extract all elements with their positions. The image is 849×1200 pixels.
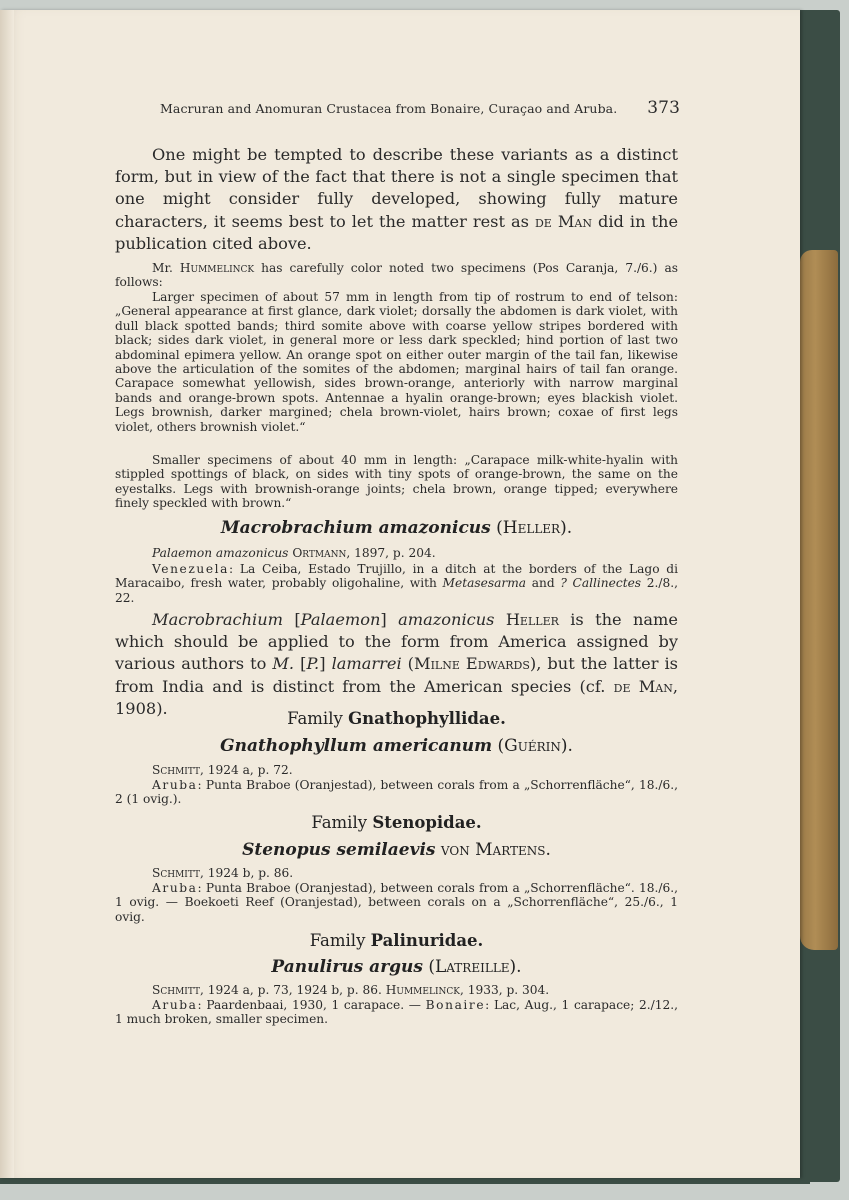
family-name: Palinuridae. [370,931,484,950]
cover-stain [800,250,838,950]
page-gutter [0,10,14,1178]
para1-text-a: One might be tempted to describe these variants as a distinct form, but in view of the fact that there is not a single specimen that one might consider fully developed, showing fully mature characters, it seems best to let the matter rest as [115,145,678,231]
species-author: von Martens. [440,840,551,860]
locality-text: : Punta Braboe (Oranjestad), between corals from a „Schorrenfläche“, 18./6., 2 (1 ovig.). [115,778,678,807]
locality-name: Aruba [152,778,198,792]
species-heading-macrobrachium [115,518,678,538]
family-prefix: Family [287,709,349,728]
disc-16: ), but the latter is from India and is distinct from the American species (cf. [115,654,678,696]
disc-7: Heller [505,610,559,629]
species-name: Stenopus semilaevis [242,840,436,860]
species-author: (Heller). [496,518,573,538]
disc-13: lamarrei [331,654,402,674]
ref-rest-a: , 1924 a, p. 73, 1924 b, p. 86. [200,983,386,997]
ref-rest: , 1924 b, p. 86. [200,866,294,880]
locality-venezuela [115,562,678,605]
disc-17: de Man [613,676,673,696]
ref-author-2: Hummelinck [385,983,460,997]
ref-rest: , 1924 a, p. 72. [200,763,293,777]
species-heading-panulirus [115,957,678,977]
paragraph-smaller-specimen: Smaller specimens of about 40 mm in length: „Carapace milk-white-hyalin with stippled spottings of black, on sides with tiny spots of orange-brown, the same on the eyestalks. Legs with brownish-orange joints; chela brown, orange tipped; everywhere finely speckled with brown.“ [115,453,678,511]
locality-text-b: : Lac, Aug., 1 carapace; 2./12., 1 much broken, smaller specimen. [115,998,678,1027]
ref-author: Schmitt [152,983,201,997]
locality-aruba-stenopus [115,881,678,924]
species-name: Macrobrachium amazonicus [220,518,491,538]
family-prefix: Family [311,813,373,832]
para2-text-c: has carefully color noted two specimens (Pos Caranja, 7./6.) as follows: [115,261,678,290]
disc-6 [494,610,505,629]
locality-and: and [526,576,561,591]
disc-12: ] [319,654,332,674]
locality-name: Aruba [152,998,198,1012]
disc-18: , 1908). [115,676,678,718]
disc-11: P. [306,654,320,674]
species-name: Panulirus argus [271,957,423,977]
paragraph-variants [115,144,678,255]
page-number: 373 [647,98,680,118]
ref-author: Ortmann [292,546,347,560]
locality-name: Venezuela [152,562,230,576]
locality-text: : Punta Braboe (Oranjestad), between corals from a „Schorrenfläche“. 18./6., 1 ovig. — Boekoeti Reef (Oranjestad), between corals on a „Schorrenfläche“, 25./6., 1 ovig. [115,881,678,924]
family-heading-stenopidae [115,813,678,832]
locality-text-a: : La Ceiba, Estado Trujillo, in a ditch at the borders of the Lago di Maracaibo, fresh water, probably oligohaline, with [115,562,678,591]
family-heading-palinuridae [115,931,678,950]
ref-rest-b: , 1933, p. 304. [459,983,550,997]
disc-8: is the name which should be applied to the form from America assigned by various authors to [115,610,678,674]
para1-text-c: did in the publication cited above. [115,211,679,253]
locality-aruba-bonaire-panulirus [115,998,678,1027]
locality-italic-1: Metasesarma [442,576,527,591]
running-head [160,98,680,118]
locality-italic-2: ? Callinectes [560,576,642,591]
reference-panulirus [115,983,678,997]
para1-author: de Man [534,211,592,231]
reference-gnathophyllum [115,763,678,777]
disc-3: Palaemon [300,610,381,629]
para2-author: Hummelinck [179,261,255,275]
ref-author: Schmitt [152,866,201,880]
ref-name: Palaemon amazonicus [152,546,289,560]
paragraph-larger-specimen: Larger specimen of about 57 mm in length from tip of rostrum to end of telson: „General appearance at first glance, dark violet; dorsally the abdomen is dark violet, with dull black spotted bands; third somite above with coarse yellow stripes bordered with black; sides dark violet, in general more or less dark speckled; hind portion of last two abdominal epimera yellow. An orange spot on either outer margin of the tail fan, likewise above the articulation of the somites of the abdomen; marginal hairs of tail fan orange. Carapace somewhat yellowish, sides brown-orange, anteriorly with narrow marginal bands and orange-brown spots. Antennae a hyalin orange-brown; eyes blackish violet. Legs brownish, darker margined; chela brown-violet, hairs brown; coxae of first legs violet, others brownish violet.“ [115,290,678,434]
locality-name: Aruba [152,881,198,895]
disc-1: Macrobrachium [152,610,283,629]
paragraph-macrobrachium-discussion [115,609,678,720]
ref-author: Schmitt [152,763,201,777]
disc-2: [ [282,610,301,629]
family-prefix: Family [309,931,371,950]
species-author: (Guérin). [497,736,573,756]
ref-rest: , 1897, p. 204. [346,546,436,560]
disc-15: Milne Edwards [414,654,530,674]
species-name: Gnathophyllum americanum [220,736,493,756]
para2-text-a: Mr. [152,261,180,275]
family-name: Stenopidae. [372,813,482,832]
species-author: (Latreille). [428,957,522,977]
locality-aruba-gnathophyllum [115,778,678,807]
locality-end: 2./8., 22. [115,576,678,605]
disc-5: amazonicus [398,610,495,629]
family-heading-gnathophyllidae [115,709,678,728]
species-heading-stenopus [115,840,678,860]
disc-4: ] [380,610,399,629]
reference-palaemon [115,546,678,560]
running-head-title: Macruran and Anomuran Crustacea from Bonaire, Curaçao and Aruba. [160,101,618,116]
disc-9: M. [272,654,295,674]
disc-10: [ [294,654,307,674]
species-heading-gnathophyllum [115,736,678,756]
paragraph-color-notes-intro [115,261,678,290]
locality-name-2: Bonaire [425,998,486,1012]
locality-text-a: : Paardenbaai, 1930, 1 carapace. — [197,998,426,1012]
disc-14: ( [401,654,414,674]
family-name: Gnathophyllidae. [348,709,506,728]
reference-stenopus [115,866,678,880]
